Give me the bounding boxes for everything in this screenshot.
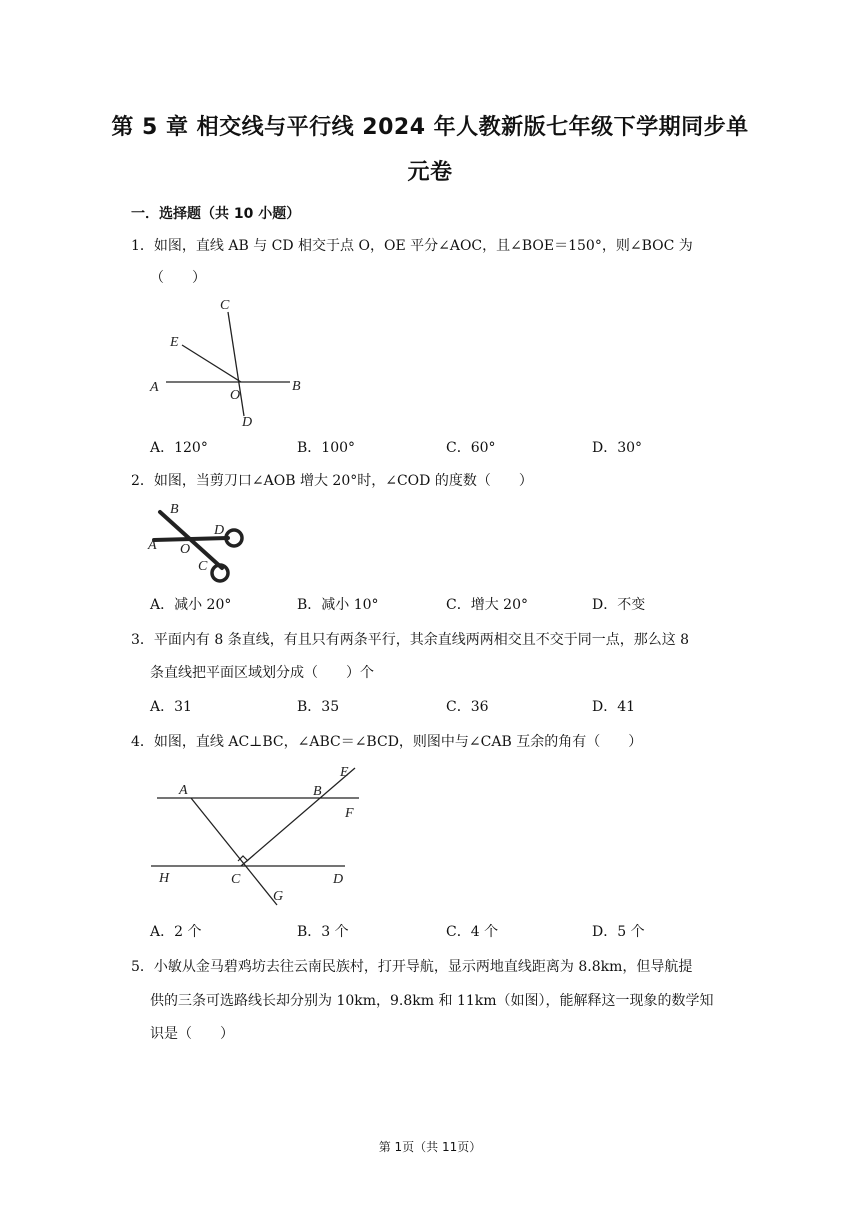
fig1-label-c: C xyxy=(220,298,230,313)
page-footer: 第 1页（共 11页） xyxy=(378,1140,482,1154)
question-3-text: 3．平面内有 8 条直线，有且只有两条平行，其余直线两两相交且不交于同一点，那么这 8 xyxy=(131,632,690,648)
fig4-label-f: F xyxy=(345,806,354,821)
figure-q4 xyxy=(145,760,375,915)
q4-option-d[interactable]: D．5 个 xyxy=(592,924,645,940)
fig4-label-a: A xyxy=(179,783,188,798)
question-5-text-cont-1: 供的三条可选路线长却分别为 10km，9.8km 和 11km（如图），能解释这一现象的数学知 xyxy=(150,993,714,1009)
question-2-text: 2．如图，当剪刀口∠AOB 增大 20°时，∠COD 的度数（ ） xyxy=(131,473,533,489)
q4-option-b[interactable]: B．3 个 xyxy=(297,924,349,940)
fig4-label-d: D xyxy=(333,872,344,887)
page-title: 第 5 章 相交线与平行线 2024 年人教新版七年级下学期同步单 xyxy=(111,115,749,140)
figure-q2-scissors xyxy=(140,498,260,590)
question-5-text-cont-2: 识是（ ） xyxy=(150,1026,234,1042)
fig4-label-c: C xyxy=(231,872,241,887)
q1-option-b[interactable]: B．100° xyxy=(297,440,356,456)
fig1-label-d: D xyxy=(242,415,253,430)
q3-option-a[interactable]: A．31 xyxy=(150,699,192,715)
q4-option-a[interactable]: A．2 个 xyxy=(150,924,202,940)
fig4-label-b: B xyxy=(313,784,322,799)
fig2-label-d: D xyxy=(214,523,225,538)
question-1-text: 1．如图，直线 AB 与 CD 相交于点 O，OE 平分∠AOC，且∠BOE＝150°，则∠BOC 为 xyxy=(131,238,693,254)
question-3-text-cont: 条直线把平面区域划分成（ ）个 xyxy=(150,665,374,681)
question-1-text-cont: （ ） xyxy=(150,270,206,286)
q3-option-b[interactable]: B．35 xyxy=(297,699,340,715)
q1-option-d[interactable]: D．30° xyxy=(592,440,643,456)
q2-option-c[interactable]: C．增大 20° xyxy=(446,597,528,613)
fig4-label-h: H xyxy=(159,871,170,886)
fig4-label-g: G xyxy=(273,889,284,904)
question-4-text: 4．如图，直线 AC⊥BC，∠ABC＝∠BCD，则图中与∠CAB 互余的角有（ ） xyxy=(131,734,643,750)
fig2-label-c: C xyxy=(198,559,208,574)
q3-option-c[interactable]: C．36 xyxy=(446,699,489,715)
q2-option-a[interactable]: A．减小 20° xyxy=(150,597,232,613)
q3-option-d[interactable]: D．41 xyxy=(592,699,636,715)
fig1-label-b: B xyxy=(292,379,301,394)
q2-option-b[interactable]: B．减小 10° xyxy=(297,597,379,613)
q4-option-c[interactable]: C．4 个 xyxy=(446,924,499,940)
fig2-label-o: O xyxy=(180,542,191,557)
question-5-text: 5．小敏从金马碧鸡坊去往云南民族村，打开导航，显示两地直线距离为 8.8km，但导航提 xyxy=(131,959,693,975)
page-title-continued: 元卷 xyxy=(407,160,453,185)
figure-q1 xyxy=(140,292,320,432)
q2-option-d[interactable]: D．不变 xyxy=(592,597,646,613)
fig2-label-b: B xyxy=(170,502,179,517)
fig1-label-o: O xyxy=(230,388,241,403)
fig4-label-e: E xyxy=(340,765,349,780)
fig1-label-a: A xyxy=(150,380,159,395)
section-heading: 一．选择题（共 10 小题） xyxy=(131,206,301,222)
fig1-label-e: E xyxy=(170,335,179,350)
q1-option-c[interactable]: C．60° xyxy=(446,440,496,456)
fig2-label-a: A xyxy=(148,538,157,553)
q1-option-a[interactable]: A．120° xyxy=(150,440,208,456)
